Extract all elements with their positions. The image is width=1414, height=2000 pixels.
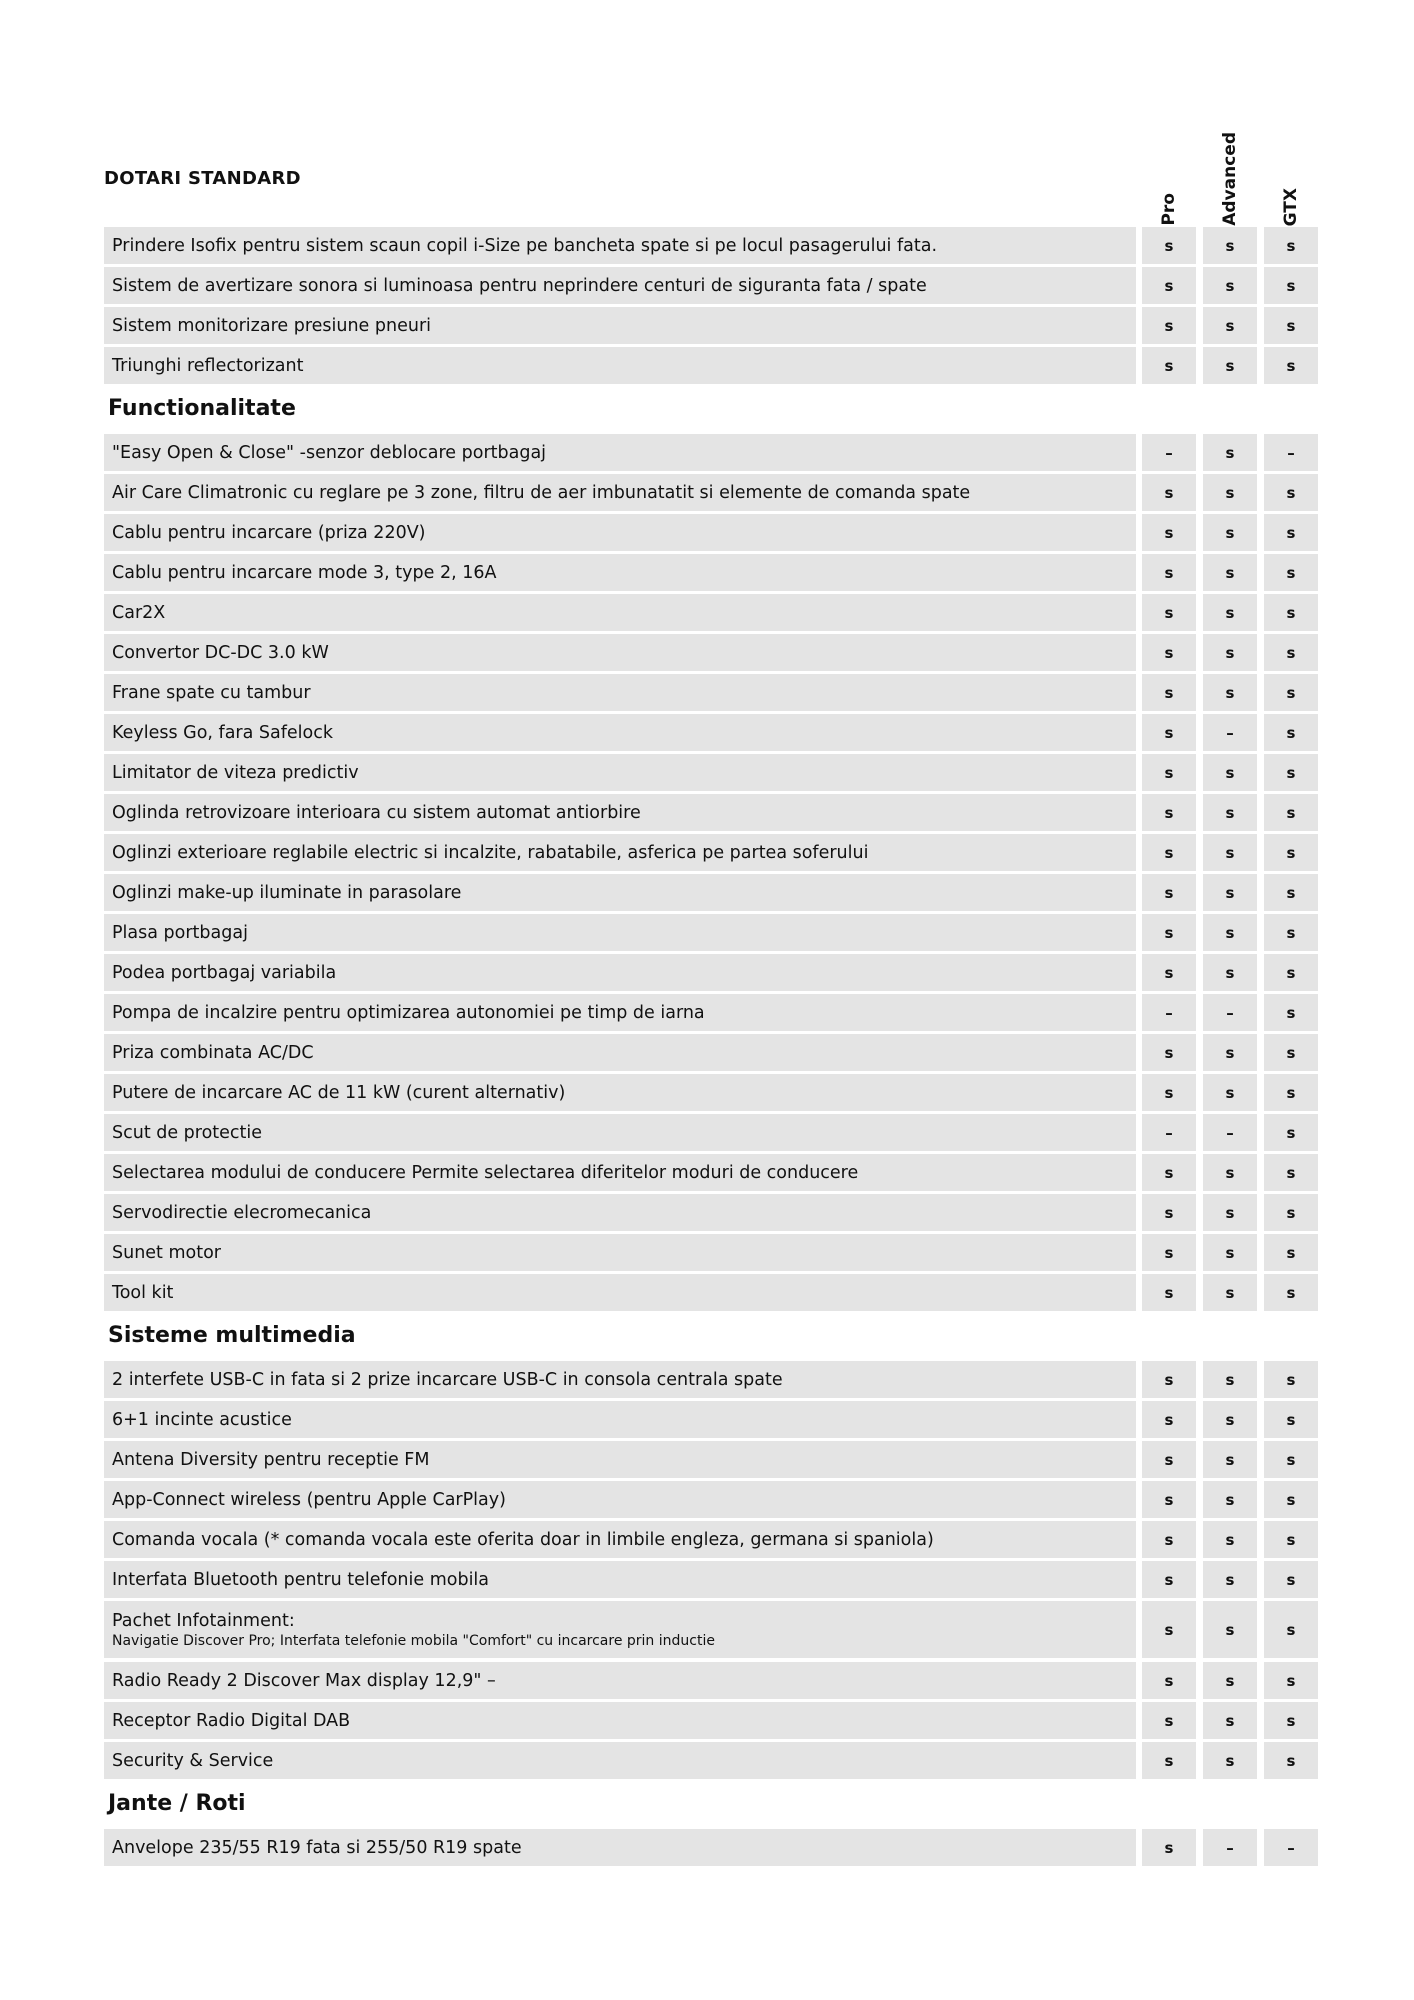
availability-cell-pro: s [1142,1194,1196,1231]
feature-name: Cablu pentru incarcare (priza 220V) [112,522,426,543]
feature-name: Prindere Isofix pentru sistem scaun copil i-Size pe bancheta spate si pe locul pasagerului fata. [112,235,938,256]
table-row [104,1234,1320,1271]
availability-cell-gtx: s [1264,914,1318,951]
feature-name: Frane spate cu tambur [112,682,311,703]
availability-cell-advanced: s [1203,1601,1257,1658]
table-row [104,1662,1320,1699]
table-row [104,1829,1320,1866]
feature-name: Tool kit [112,1282,174,1303]
availability-cell-advanced: s [1203,874,1257,911]
availability-cell-pro: s [1142,1481,1196,1518]
feature-label [104,1114,1136,1151]
availability-cell-advanced: s [1203,834,1257,871]
availability-cell-gtx: s [1264,1274,1318,1311]
feature-label [104,307,1136,344]
feature-name: Antena Diversity pentru receptie FM [112,1449,430,1470]
availability-cell-pro: s [1142,1034,1196,1071]
table-row [104,1401,1320,1438]
table-row [104,794,1320,831]
availability-cell-advanced: s [1203,347,1257,384]
table-row [104,714,1320,751]
table-row [104,347,1320,384]
availability-cell-pro: s [1142,1401,1196,1438]
availability-cell-advanced: s [1203,1521,1257,1558]
availability-cell-pro: s [1142,874,1196,911]
availability-cell-pro: s [1142,307,1196,344]
table-row [104,874,1320,911]
feature-name: "Easy Open & Close" -senzor deblocare portbagaj [112,442,547,463]
availability-cell-pro: s [1142,1274,1196,1311]
feature-label [104,227,1136,264]
section-title-functionalitate: Functionalitate [108,396,296,421]
feature-name: Convertor DC-DC 3.0 kW [112,642,329,663]
availability-cell-pro: s [1142,1154,1196,1191]
availability-cell-gtx: s [1264,1194,1318,1231]
availability-cell-pro: s [1142,474,1196,511]
availability-cell-gtx: s [1264,954,1318,991]
availability-cell-pro: s [1142,794,1196,831]
availability-cell-pro: s [1142,714,1196,751]
availability-cell-gtx: s [1264,634,1318,671]
availability-cell-gtx: s [1264,474,1318,511]
table-row [104,227,1320,264]
feature-label [104,474,1136,511]
feature-label [104,954,1136,991]
availability-cell-gtx: s [1264,714,1318,751]
feature-name: Oglinda retrovizoare interioara cu sistem automat antiorbire [112,802,641,823]
table-row [104,1521,1320,1558]
availability-cell-gtx: s [1264,674,1318,711]
availability-cell-advanced: s [1203,1561,1257,1598]
table-row [104,1481,1320,1518]
feature-name: Cablu pentru incarcare mode 3, type 2, 16A [112,562,497,583]
table-row [104,1702,1320,1739]
feature-name: Selectarea modului de conducere Permite selectarea diferitelor moduri de conducere [112,1162,859,1183]
feature-label [104,1601,1136,1658]
availability-cell-gtx: s [1264,1154,1318,1191]
availability-cell-gtx: s [1264,514,1318,551]
table-row [104,674,1320,711]
feature-name: Sistem monitorizare presiune pneuri [112,315,431,336]
feature-label [104,754,1136,791]
feature-name: Triunghi reflectorizant [112,355,304,376]
availability-cell-pro: s [1142,1521,1196,1558]
availability-cell-advanced: s [1203,1742,1257,1779]
availability-cell-advanced: s [1203,267,1257,304]
availability-cell-advanced: – [1203,994,1257,1031]
availability-cell-pro: s [1142,1074,1196,1111]
feature-name: Pompa de incalzire pentru optimizarea autonomiei pe timp de iarna [112,1002,705,1023]
feature-label [104,1361,1136,1398]
availability-cell-gtx: s [1264,554,1318,591]
availability-cell-advanced: s [1203,914,1257,951]
availability-cell-pro: s [1142,674,1196,711]
feature-name: Anvelope 235/55 R19 fata si 255/50 R19 spate [112,1837,522,1858]
feature-name: Scut de protectie [112,1122,263,1143]
feature-label [104,514,1136,551]
feature-name: Oglinzi make-up iluminate in parasolare [112,882,462,903]
feature-name: Podea portbagaj variabila [112,962,337,983]
availability-cell-advanced: s [1203,1441,1257,1478]
feature-label [104,554,1136,591]
table-row [104,994,1320,1031]
availability-cell-pro: s [1142,1702,1196,1739]
section-title-jante: Jante / Roti [108,1791,246,1816]
table-row [104,1074,1320,1111]
table-row [104,514,1320,551]
availability-cell-advanced: s [1203,554,1257,591]
availability-cell-gtx: s [1264,834,1318,871]
feature-label [104,1234,1136,1271]
feature-label [104,1521,1136,1558]
table-row [104,954,1320,991]
feature-label [104,1829,1136,1866]
column-header-pro: Pro [1159,193,1179,226]
availability-cell-pro: s [1142,1601,1196,1658]
table-row [104,1274,1320,1311]
table-row [104,1441,1320,1478]
availability-cell-gtx: s [1264,1441,1318,1478]
feature-label [104,1034,1136,1071]
availability-cell-gtx: s [1264,1234,1318,1271]
table-row [104,267,1320,304]
availability-cell-advanced: – [1203,1114,1257,1151]
availability-cell-advanced: s [1203,1702,1257,1739]
availability-cell-pro: s [1142,1829,1196,1866]
availability-cell-pro: s [1142,1234,1196,1271]
availability-cell-advanced: s [1203,514,1257,551]
availability-cell-gtx: s [1264,1521,1318,1558]
availability-cell-pro: – [1142,994,1196,1031]
availability-cell-advanced: s [1203,1481,1257,1518]
availability-cell-pro: s [1142,954,1196,991]
feature-label [104,834,1136,871]
availability-cell-gtx: s [1264,994,1318,1031]
feature-label [104,674,1136,711]
feature-label [104,1441,1136,1478]
table-row [104,434,1320,471]
availability-cell-gtx: s [1264,267,1318,304]
table-row [104,1194,1320,1231]
feature-name: Security & Service [112,1750,274,1771]
availability-cell-pro: s [1142,267,1196,304]
feature-label [104,914,1136,951]
availability-cell-gtx: s [1264,1662,1318,1699]
table-row [104,307,1320,344]
availability-cell-gtx: s [1264,307,1318,344]
availability-cell-pro: – [1142,1114,1196,1151]
availability-cell-pro: s [1142,227,1196,264]
availability-cell-advanced: s [1203,1154,1257,1191]
feature-name: Plasa portbagaj [112,922,248,943]
availability-cell-advanced: s [1203,1034,1257,1071]
feature-label [104,1194,1136,1231]
table-row [104,554,1320,591]
table-row [104,1154,1320,1191]
availability-cell-pro: – [1142,434,1196,471]
feature-name: App-Connect wireless (pentru Apple CarPlay) [112,1489,506,1510]
feature-name: Priza combinata AC/DC [112,1042,314,1063]
feature-name: Sistem de avertizare sonora si luminoasa pentru neprindere centuri de siguranta fata / spate [112,275,927,296]
feature-name: 2 interfete USB-C in fata si 2 prize incarcare USB-C in consola centrala spate [112,1369,783,1390]
availability-cell-gtx: s [1264,754,1318,791]
feature-label [104,874,1136,911]
section-title-multimedia: Sisteme multimedia [108,1323,356,1348]
feature-label [104,1742,1136,1779]
availability-cell-advanced: s [1203,1361,1257,1398]
feature-name: Putere de incarcare AC de 11 kW (curent alternativ) [112,1082,566,1103]
feature-label [104,1702,1136,1739]
availability-cell-gtx: s [1264,1034,1318,1071]
availability-cell-pro: s [1142,1662,1196,1699]
feature-name: Servodirectie elecromecanica [112,1202,372,1223]
availability-cell-pro: s [1142,554,1196,591]
availability-cell-pro: s [1142,1441,1196,1478]
availability-cell-advanced: s [1203,794,1257,831]
feature-name: Keyless Go, fara Safelock [112,722,333,743]
table-row [104,474,1320,511]
feature-label [104,1481,1136,1518]
availability-cell-gtx: s [1264,1702,1318,1739]
feature-name: Sunet motor [112,1242,221,1263]
availability-cell-pro: s [1142,1361,1196,1398]
table-row [104,914,1320,951]
feature-name: Interfata Bluetooth pentru telefonie mobila [112,1569,490,1590]
feature-label [104,1662,1136,1699]
column-header-advanced: Advanced [1220,132,1240,226]
availability-cell-gtx: s [1264,1601,1318,1658]
feature-name: Oglinzi exterioare reglabile electric si incalzite, rabatabile, asferica pe partea soferului [112,842,869,863]
availability-cell-gtx: s [1264,1561,1318,1598]
availability-cell-gtx: – [1264,1829,1318,1866]
availability-cell-gtx: s [1264,794,1318,831]
availability-cell-advanced: s [1203,634,1257,671]
page-title: DOTARI STANDARD [104,168,301,189]
feature-label [104,714,1136,751]
availability-cell-advanced: s [1203,954,1257,991]
availability-cell-gtx: s [1264,1074,1318,1111]
feature-name: Limitator de viteza predictiv [112,762,359,783]
availability-cell-advanced: s [1203,1234,1257,1271]
availability-cell-advanced: s [1203,594,1257,631]
availability-cell-advanced: s [1203,1194,1257,1231]
availability-cell-advanced: – [1203,1829,1257,1866]
table-row [104,1034,1320,1071]
availability-cell-gtx: s [1264,874,1318,911]
availability-cell-advanced: s [1203,1274,1257,1311]
availability-cell-pro: s [1142,514,1196,551]
feature-label [104,994,1136,1031]
feature-label [104,267,1136,304]
table-row [104,1114,1320,1151]
feature-label [104,1154,1136,1191]
feature-name: Receptor Radio Digital DAB [112,1710,351,1731]
availability-cell-gtx: s [1264,1401,1318,1438]
feature-label [104,1274,1136,1311]
availability-cell-advanced: s [1203,307,1257,344]
feature-label [104,634,1136,671]
availability-cell-advanced: s [1203,1074,1257,1111]
table-row [104,1601,1320,1658]
availability-cell-advanced: s [1203,474,1257,511]
column-header-gtx: GTX [1281,187,1301,226]
availability-cell-gtx: s [1264,1481,1318,1518]
availability-cell-advanced: – [1203,714,1257,751]
availability-cell-advanced: s [1203,227,1257,264]
availability-cell-gtx: s [1264,1742,1318,1779]
availability-cell-pro: s [1142,634,1196,671]
table-row [104,594,1320,631]
availability-cell-pro: s [1142,1561,1196,1598]
availability-cell-gtx: s [1264,1114,1318,1151]
availability-cell-gtx: s [1264,594,1318,631]
feature-label [104,794,1136,831]
availability-cell-pro: s [1142,1742,1196,1779]
table-row [104,754,1320,791]
feature-name: Radio Ready 2 Discover Max display 12,9" – [112,1670,496,1691]
feature-sublabel: Navigatie Discover Pro; Interfata telefonie mobila "Comfort" cu incarcare prin inductie [112,1632,715,1649]
availability-cell-pro: s [1142,834,1196,871]
table-row [104,1561,1320,1598]
feature-name: Pachet Infotainment: [112,1610,295,1631]
availability-cell-gtx: s [1264,347,1318,384]
feature-name: Comanda vocala (* comanda vocala este oferita doar in limbile engleza, germana si spaniola) [112,1529,934,1550]
table-row [104,1361,1320,1398]
availability-cell-pro: s [1142,347,1196,384]
availability-cell-advanced: s [1203,434,1257,471]
feature-label [104,1561,1136,1598]
feature-label [104,347,1136,384]
availability-cell-advanced: s [1203,674,1257,711]
availability-cell-advanced: s [1203,1662,1257,1699]
feature-name: 6+1 incinte acustice [112,1409,292,1430]
availability-cell-advanced: s [1203,754,1257,791]
feature-label [104,594,1136,631]
feature-label [104,1074,1136,1111]
availability-cell-advanced: s [1203,1401,1257,1438]
availability-cell-pro: s [1142,594,1196,631]
feature-label [104,1401,1136,1438]
availability-cell-gtx: s [1264,1361,1318,1398]
feature-label [104,434,1136,471]
availability-cell-pro: s [1142,754,1196,791]
table-row [104,834,1320,871]
availability-cell-gtx: – [1264,434,1318,471]
table-row [104,1742,1320,1779]
table-row [104,634,1320,671]
feature-name: Car2X [112,602,166,623]
availability-cell-pro: s [1142,914,1196,951]
feature-name: Air Care Climatronic cu reglare pe 3 zone, filtru de aer imbunatatit si elemente de comanda spate [112,482,971,503]
availability-cell-gtx: s [1264,227,1318,264]
